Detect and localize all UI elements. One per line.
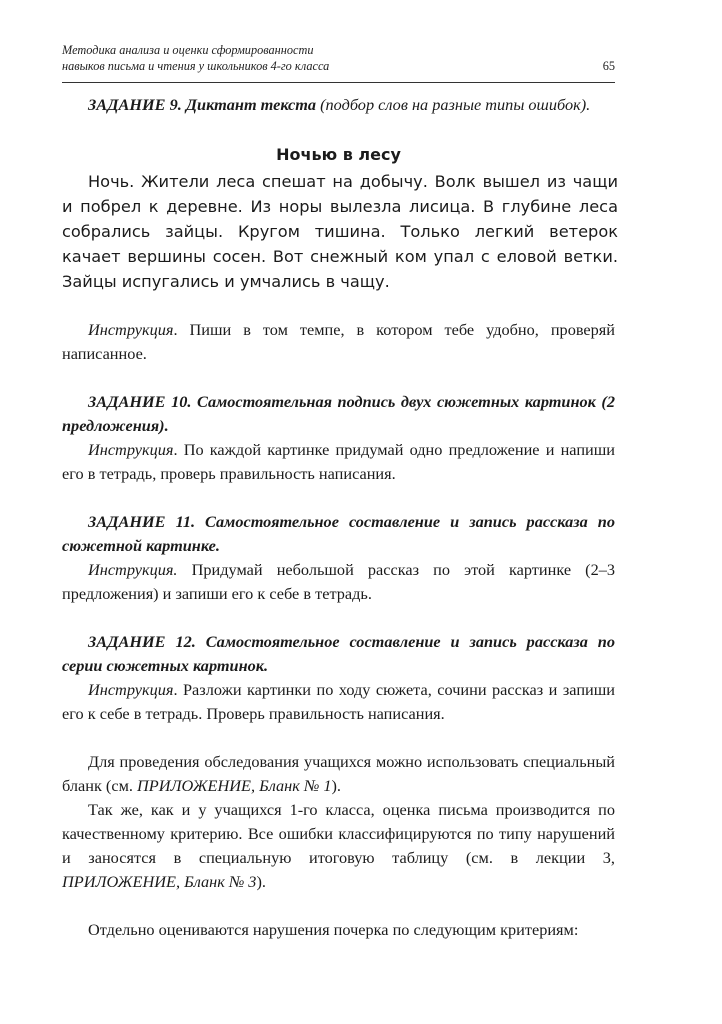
running-head-line-1: Методика анализа и оценки сформированности [62, 43, 314, 57]
instruction-text: . Пиши в том темпе, в котором тебе удобно, проверяй написанное. [62, 320, 615, 363]
instruction-label: Инструкция [88, 320, 174, 339]
header-rule [62, 82, 615, 83]
page-number: 65 [602, 59, 615, 73]
appendix-reference: ПРИЛОЖЕНИЕ, Бланк № 1 [137, 776, 332, 795]
story-text: Ночь. Жители леса спешат на добычу. Волк вышел из чащи и побрел к деревне. Из норы вылезла лисица. В глубине леса собрались зайцы. Кругом тишина. Только легкий ветерок качает вершины сосен. Вот снежный ком упал с еловой ветки. Зайцы испугались и умчались в чащу. [62, 172, 618, 291]
paragraph-handwriting-criteria: Отдельно оцениваются нарушения почерка по следующим критериям: [88, 920, 579, 939]
task-9-heading: ЗАДАНИЕ 9. Диктант текста [88, 95, 317, 114]
task-12-heading: ЗАДАНИЕ 12. Самостоятельное составление и запись рассказа по серии сюжетных картинок. [62, 632, 615, 675]
task-11-heading: ЗАДАНИЕ 11. Самостоятельное составление и запись рассказа по сюжетной картинке. [62, 512, 615, 555]
running-head-title [62, 42, 532, 74]
paragraph-blank-1: Для проведения обследования учащихся можно использовать специальный бланк (см. ПРИЛОЖЕНИЕ, Бланк № 1). [62, 752, 615, 795]
instruction-label: Инструкция [88, 680, 174, 699]
instruction-label: Инструкция [88, 440, 174, 459]
page-body [62, 93, 618, 942]
task-9-instruction [62, 318, 615, 366]
running-head-line-2: навыков письма и чтения у школьников 4-го класса [62, 59, 330, 73]
task-9 [62, 93, 615, 117]
instruction-text: . Разложи картинки по ходу сюжета, сочини рассказ и запиши его к себе в тетрадь. Проверь правильность написания. [62, 680, 615, 723]
paragraph-blank-3: Так же, как и у учащихся 1-го класса, оценка письма производится по качественному критерию. Все ошибки классифицируются по типу нарушений и заносятся в специальную итоговую таблицу (см. в лекции 3, ПРИЛОЖЕНИЕ, Бланк № 3). [62, 800, 615, 891]
instruction-text: . По каждой картинке придумай одно предложение и напиши его в тетрадь, проверь правильность написания. [62, 440, 615, 483]
task-12-instruction [62, 678, 615, 726]
task-10-instruction [62, 438, 615, 486]
instruction-text: Придумай небольшой рассказ по этой картинке (2–3 предложения) и запиши его к себе в тетрадь. [62, 560, 615, 603]
task-10-heading: ЗАДАНИЕ 10. Самостоятельная подпись двух сюжетных картинок (2 предложения). [62, 392, 615, 435]
running-head [62, 42, 615, 76]
task-11-instruction [62, 558, 615, 606]
task-9-note: (подбор слов на разные типы ошибок). [316, 95, 591, 114]
appendix-reference: ПРИЛОЖЕНИЕ, Бланк № 3 [62, 872, 257, 891]
instruction-label: Инструкция. [88, 560, 178, 579]
story-title: Ночью в лесу [276, 145, 401, 164]
